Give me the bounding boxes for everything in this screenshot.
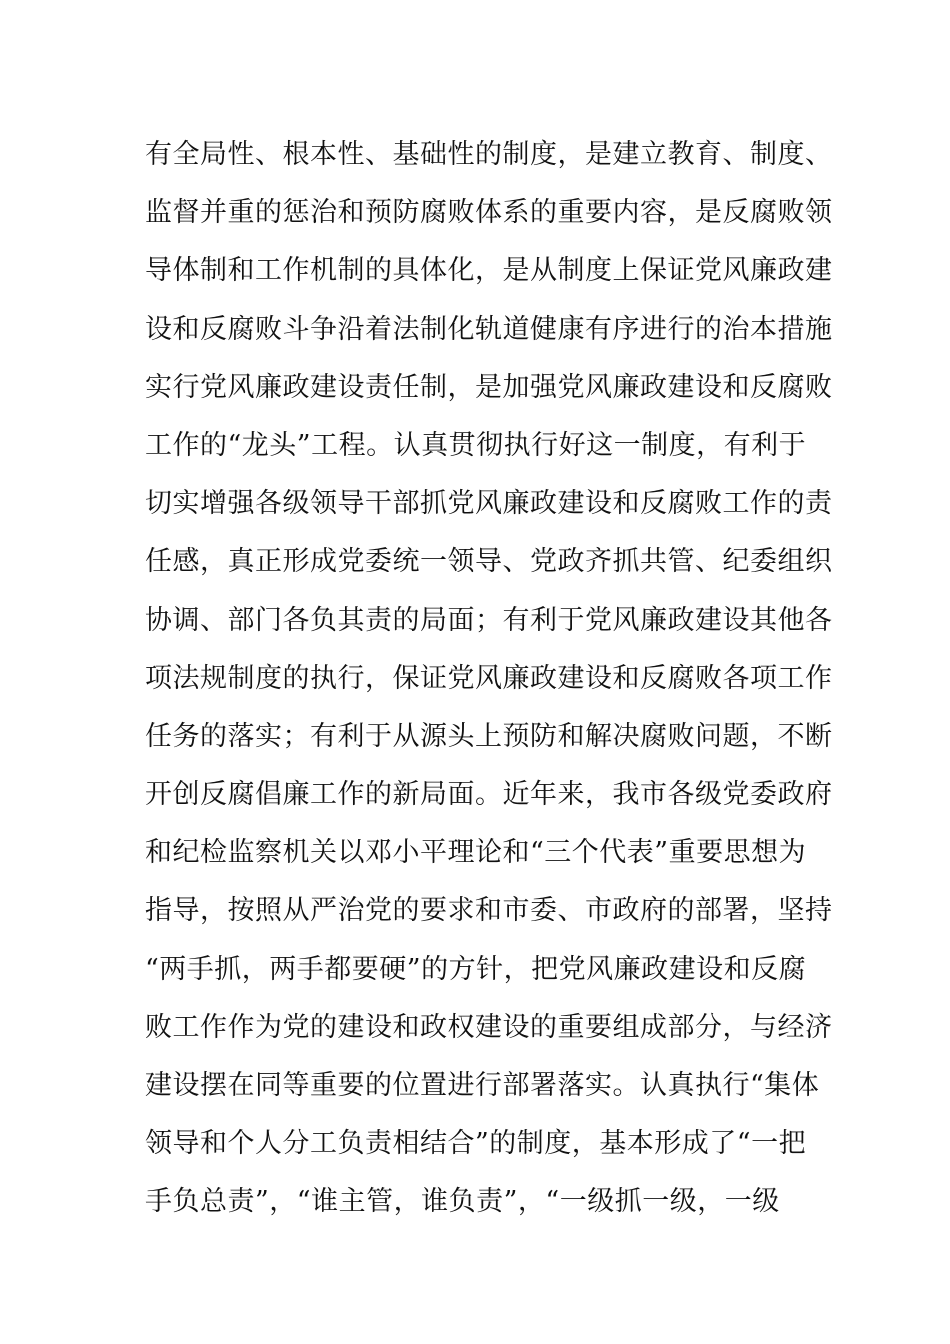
text-line: 败工作作为党的建设和政权建设的重要组成部分，与经济 — [145, 1011, 833, 1043]
text-line: 监督并重的惩治和预防腐败体系的重要内容，是反腐败领 — [145, 197, 833, 229]
text-line: 手负总责”，“谁主管，谁负责”，“一级抓一级，一级 — [145, 1186, 780, 1218]
text-line: 任务的落实；有利于从源头上预防和解决腐败问题，不断 — [145, 720, 833, 752]
text-line: 开创反腐倡廉工作的新局面。近年来，我市各级党委政府 — [145, 779, 833, 811]
text-line: 领导和个人分工负责相结合”的制度，基本形成了“一把 — [145, 1128, 807, 1160]
text-line: 导体制和工作机制的具体化，是从制度上保证党风廉政建 — [145, 255, 833, 287]
text-line: 工作的“龙头”工程。认真贯彻执行好这一制度，有利于 — [145, 429, 807, 461]
text-line: 切实增强各级领导干部抓党风廉政建设和反腐败工作的责 — [145, 488, 833, 520]
text-line: 任感，真正形成党委统一领导、党政齐抓共管、纪委组织 — [145, 546, 833, 578]
text-line: 建设摆在同等重要的位置进行部署落实。认真执行“集体 — [145, 1070, 820, 1101]
text-line: 实行党风廉政建设责任制，是加强党风廉政建设和反腐败 — [145, 371, 833, 403]
text-line: 设和反腐败斗争沿着法制化轨道健康有序进行的治本措施 — [145, 313, 833, 345]
text-line: 指导，按照从严治党的要求和市委、市政府的部署，坚持 — [145, 895, 833, 927]
text-line: 有全局性、根本性、基础性的制度，是建立教育、制度、 — [145, 139, 833, 170]
text-line: 协调、部门各负其责的局面；有利于党风廉政建设其他各 — [145, 604, 833, 636]
text-line: “两手抓，两手都要硬”的方针，把党风廉政建设和反腐 — [145, 953, 807, 985]
text-line: 和纪检监察机关以邓小平理论和“三个代表”重要思想为 — [145, 837, 807, 869]
body-paragraph — [145, 126, 833, 1232]
text-line: 项法规制度的执行，保证党风廉政建设和反腐败各项工作 — [145, 662, 833, 694]
